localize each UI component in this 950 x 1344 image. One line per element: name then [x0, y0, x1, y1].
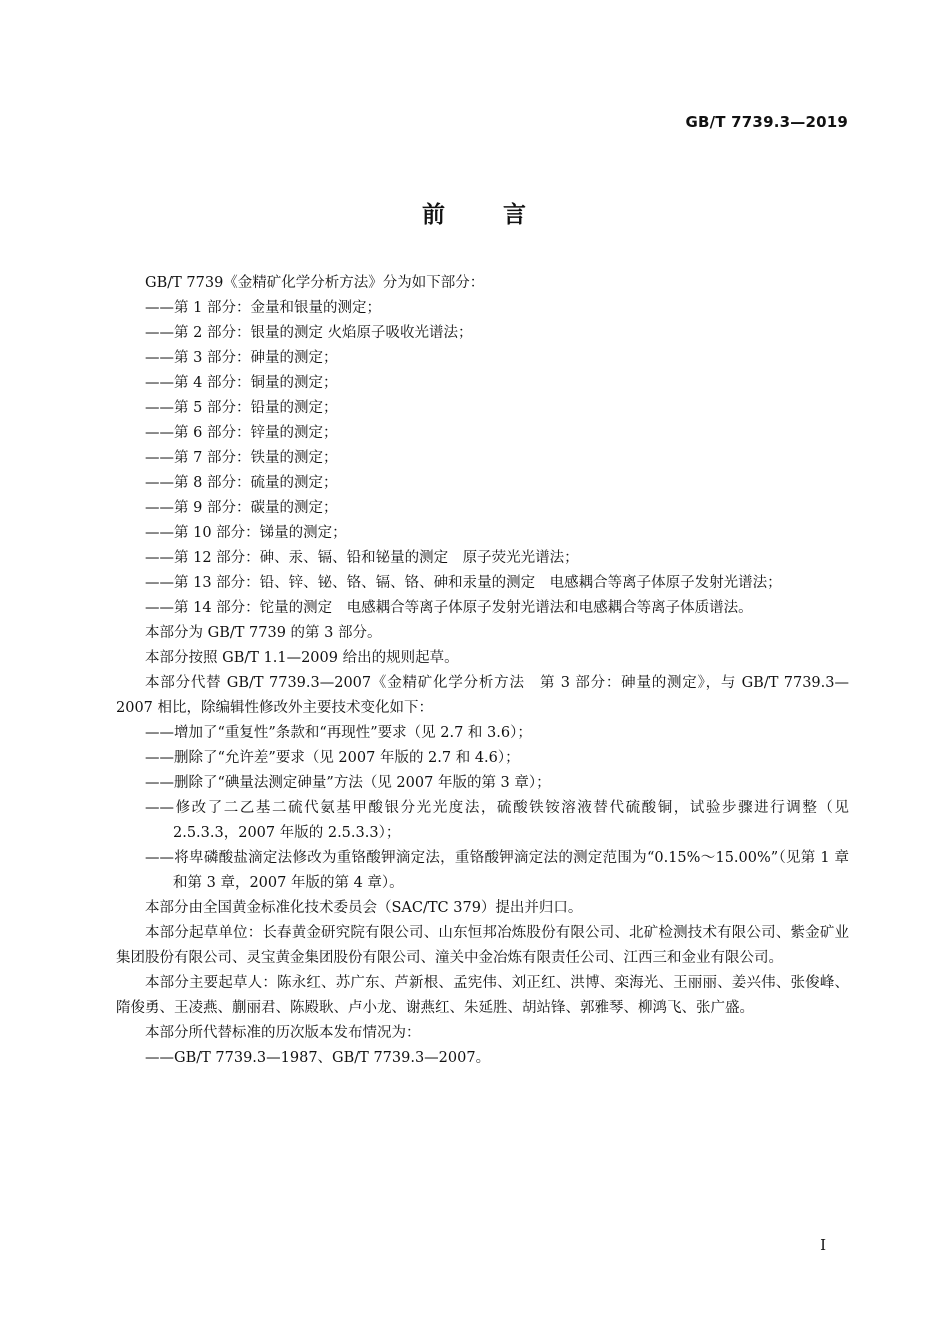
standard-number: GB/T 7739.3—2019: [685, 113, 848, 131]
part-list-item: ——第 7 部分：铁量的测定；: [145, 450, 338, 466]
page-title: [0, 196, 950, 229]
part-list-item: ——第 10 部分：锑量的测定；: [145, 525, 347, 541]
history-intro: 本部分所代替标准的历次版本发布情况为：: [145, 1025, 421, 1041]
drafting-units-paragraph: 本部分起草单位：长春黄金研究院有限公司、山东恒邦冶炼股份有限公司、北矿检测技术有限公司、紫金矿业集团股份有限公司、灵宝黄金集团股份有限公司、潼关中金冶炼有限责任公司、江西三和金业有限公司。: [116, 925, 849, 966]
change-list-item: ——将卑磷酸盐滴定法修改为重铬酸钾滴定法，重铬酸钾滴定法的测定范围为“0.15%～15.00%”（见第 1 章和第 3 章，2007 年版的第 4 章）。: [145, 850, 849, 891]
page-number: I: [820, 1236, 826, 1254]
part-list-item: ——第 12 部分：砷、汞、镉、铅和铋量的测定 原子荧光光谱法；: [145, 550, 579, 566]
change-list-item: ——删除了“碘量法测定砷量”方法（见 2007 年版的第 3 章）；: [145, 775, 551, 791]
part-list-item: ——第 9 部分：碳量的测定；: [145, 500, 338, 516]
proposer-paragraph: 本部分由全国黄金标准化技术委员会（SAC/TC 379）提出并归口。: [145, 900, 583, 916]
part-list-item: ——第 3 部分：砷量的测定；: [145, 350, 338, 366]
part-list-item: ——第 6 部分：锌量的测定；: [145, 425, 338, 441]
change-list-item: ——修改了二乙基二硫代氨基甲酸银分光光度法，硫酸铁铵溶液替代硫酸铜，试验步骤进行调整（见 2.5.3.3，2007 年版的 2.5.3.3）；: [145, 800, 854, 841]
title-char-1: 前: [422, 202, 447, 228]
change-list-item: ——增加了“重复性”条款和“再现性”要求（见 2.7 和 3.6）；: [145, 725, 532, 741]
part-list-item: ——第 14 部分：铊量的测定 电感耦合等离子体原子发射光谱法和电感耦合等离子体质谱法。: [145, 600, 753, 616]
foreword-body: [116, 271, 854, 1071]
part-list-item: ——第 4 部分：铜量的测定；: [145, 375, 338, 391]
part-statement: 本部分为 GB/T 7739 的第 3 部分。: [145, 625, 382, 641]
history-list-item: ——GB/T 7739.3—1987、GB/T 7739.3—2007。: [145, 1050, 491, 1066]
drafting-rule: 本部分按照 GB/T 1.1—2009 给出的规则起草。: [145, 650, 459, 666]
part-list-item: ——第 13 部分：铅、锌、铋、铬、镉、铬、砷和汞量的测定 电感耦合等离子体原子发射光谱法；: [145, 575, 782, 591]
part-list-item: ——第 5 部分：铅量的测定；: [145, 400, 338, 416]
part-list-item: ——第 1 部分：金量和银量的测定；: [145, 300, 381, 316]
change-list-item: ——删除了“允许差”要求（见 2007 年版的 2.7 和 4.6）；: [145, 750, 520, 766]
part-list-item: ——第 2 部分：银量的测定 火焰原子吸收光谱法；: [145, 325, 473, 341]
part-list-item: ——第 8 部分：硫量的测定；: [145, 475, 338, 491]
replacement-paragraph: 本部分代替 GB/T 7739.3—2007《金精矿化学分析方法 第 3 部分：砷量的测定》，与 GB/T 7739.3—2007 相比，除编辑性修改外主要技术变化如下：: [116, 675, 849, 716]
title-char-2: 言: [503, 202, 528, 228]
drafters-paragraph: 本部分主要起草人：陈永红、苏广东、芦新根、孟宪伟、刘正红、洪博、栾海光、王丽丽、姜兴伟、张俊峰、隋俊勇、王凌燕、蒯丽君、陈殿耿、卢小龙、谢燕红、朱延胜、胡站锋、郭雅琴、柳鸿飞、张广盛。: [116, 975, 849, 1016]
intro-paragraph: GB/T 7739《金精矿化学分析方法》分为如下部分：: [145, 275, 485, 291]
